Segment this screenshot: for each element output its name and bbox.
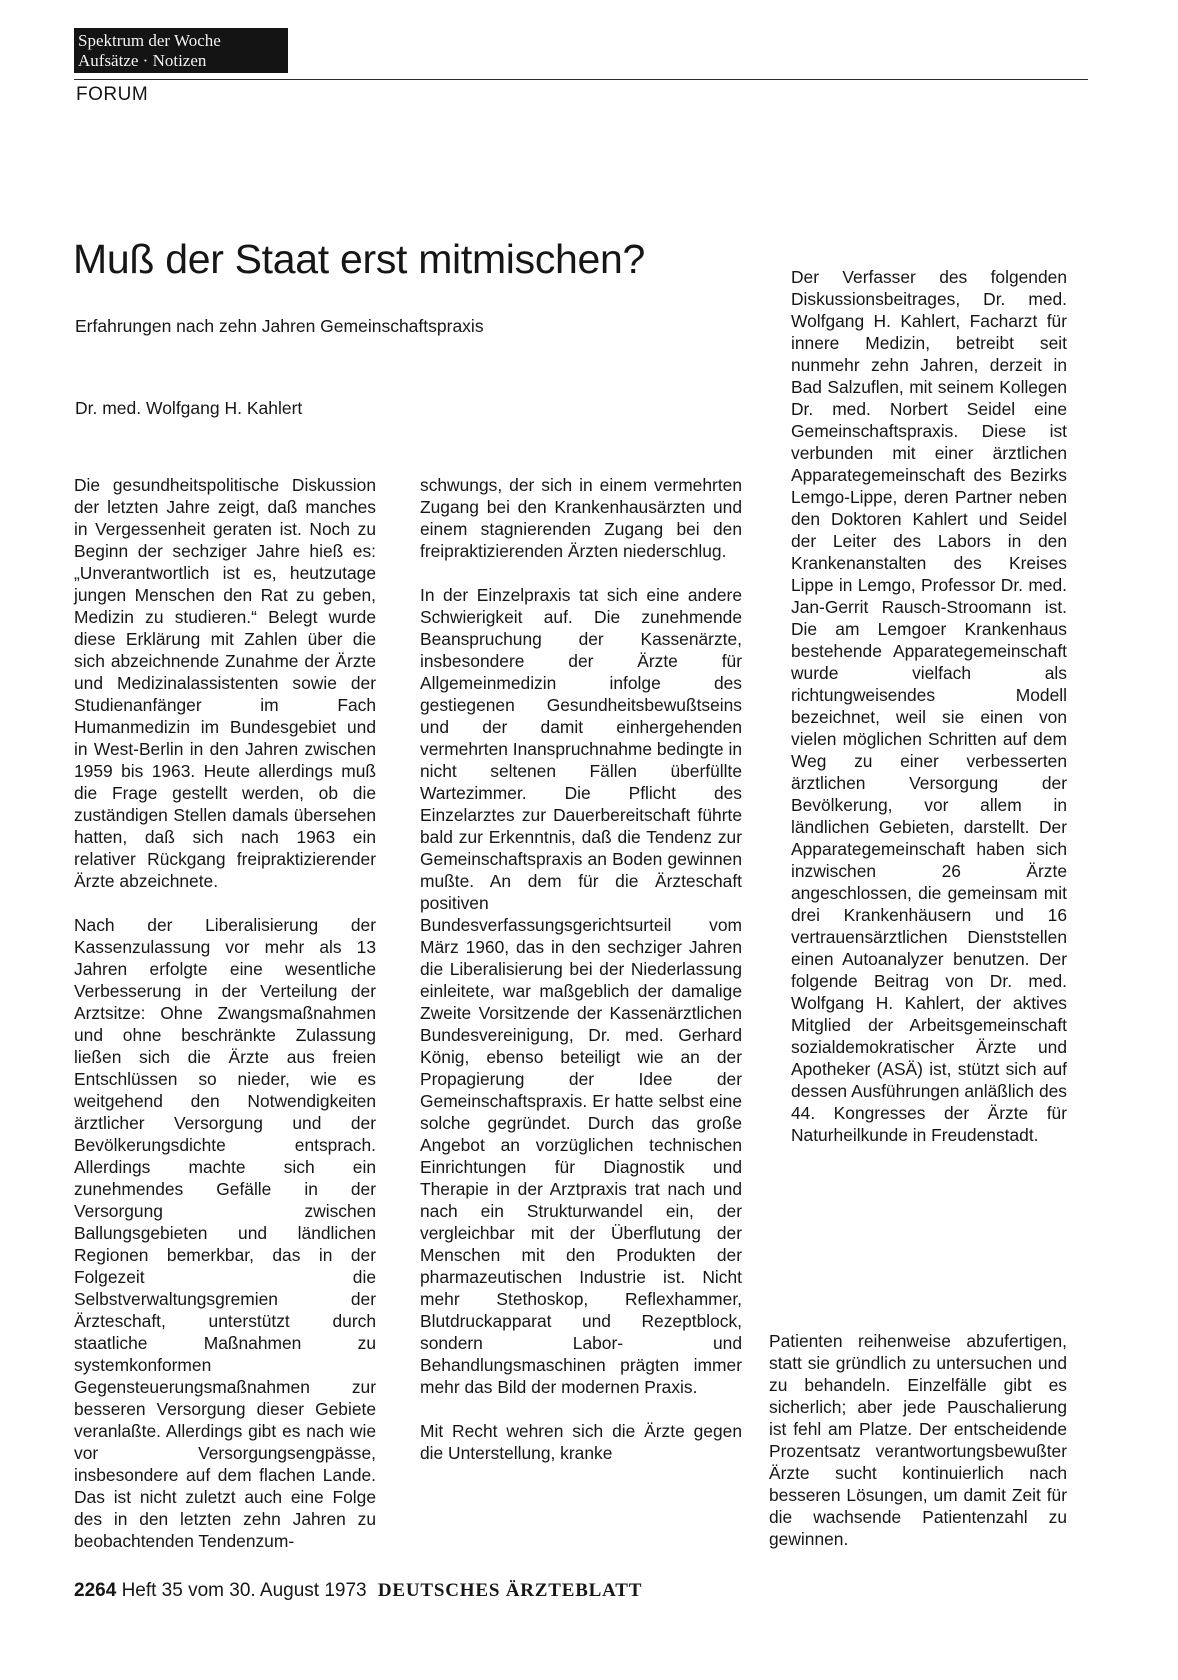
column-1 (74, 474, 376, 1552)
rubric: FORUM (76, 84, 149, 105)
paragraph: Nach der Liberalisierung der Kassenzulassung vor mehr als 13 Jahren erfolgte eine wesentliche Verbesserung in der Verteilung der Arztsitze: Ohne Zwangsmaßnahmen und ohne beschränkte Zulassung ließen sich die Ärzte aus freien Entschlüssen so nieder, wie es weitgehend den Notwendigkeiten ärztlicher Versorgung und der Bevölkerungsdichte entsprach. Allerdings machte sich ein zunehmendes Gefälle in der Versorgung zwischen Ballungsgebieten und ländlichen Regionen bemerkbar, das in der Folgezeit die Selbstverwaltungsgremien der Ärzteschaft, unterstützt durch staatliche Maßnahmen zu systemkonformen Gegensteuerungsmaßnahmen zur besseren Versorgung dieser Gebiete veranlaßte. Allerdings gibt es nach wie vor Versorgungsengpässe, insbesondere auf dem flachen Lande. Das ist nicht zuletzt auch eine Folge des in den letzten zehn Jahren zu beobachtenden Tendenzum- (74, 915, 376, 1551)
page-number: 2264 (74, 1580, 117, 1601)
paragraph: Patienten reihenweise abzufertigen, statt sie gründlich zu untersuchen und zu behandeln. Einzelfälle gibt es sicherlich; aber jede Pauschalierung ist fehl am Platze. Der entscheidende Prozentsatz verantwortungsbewußter Ärzte sucht kontinuierlich nach besseren Lösungen, um damit Zeit für die wachsende Patientenzahl zu gewinnen. (769, 1331, 1067, 1549)
paragraph: schwungs, der sich in einem vermehrten Zugang bei den Krankenhausärzten und einem stagnierenden Zugang bei den freipraktizierenden Ärzten niederschlug. (420, 475, 742, 561)
section-label-line1: Spektrum der Woche (78, 31, 221, 50)
page-footer (74, 1580, 642, 1602)
column-3 (769, 1330, 1067, 1550)
section-label-line2: Aufsätze · Notizen (78, 51, 207, 70)
author-intro-box (791, 266, 1067, 1146)
article-subtitle: Erfahrungen nach zehn Jahren Gemeinschaftspraxis (75, 316, 484, 336)
intro-text: Der Verfasser des folgenden Diskussionsbeitrages, Dr. med. Wolfgang H. Kahlert, Facharzt für innere Medizin, betreibt seit nunmehr zehn Jahren, derzeit in Bad Salzuflen, mit seinem Kollegen Dr. med. Norbert Seidel eine Gemeinschaftspraxis. Diese ist verbunden mit einer ärztlichen Apparategemeinschaft des Bezirks Lemgo-Lippe, deren Partner neben den Doktoren Kahlert und Seidel der Leiter des Labors in den Krankenanstalten des Kreises Lippe in Lemgo, Professor Dr. med. Jan-Gerrit Rausch-Stroomann ist. Die am Lemgoer Krankenhaus bestehende Apparategemeinschaft wurde vielfach als richtungweisendes Modell bezeichnet, weil sie einen von vielen möglichen Schritten auf dem Weg zu einer verbesserten ärztlichen Versorgung der Bevölkerung, vor allem in ländlichen Gebieten, darstellt. Der Apparategemeinschaft haben sich inzwischen 26 Ärzte angeschlossen, die gemeinsam mit drei Krankenhäusern und 16 vertrauensärztlichen Dienststellen einen Autoanalyzer benutzen. Der folgende Beitrag von Dr. med. Wolfgang H. Kahlert, der aktives Mitglied der Arbeitsgemeinschaft sozialdemokratischer Ärzte und Apotheker (ASÄ) ist, stützt sich auf dessen Ausführungen anläßlich des 44. Kongresses der Ärzte für Naturheilkunde in Freudenstadt. (791, 267, 1067, 1145)
section-label (74, 28, 288, 73)
journal-name: DEUTSCHES ÄRZTEBLATT (377, 1580, 643, 1601)
paragraph: Die gesundheitspolitische Diskussion der letzten Jahre zeigt, daß manches in Vergessenheit geraten ist. Noch zu Beginn der sechziger Jahre hieß es: „Unverantwortlich ist es, heutzutage jungen Menschen den Rat zu geben, Medizin zu studieren.“ Belegt wurde diese Erklärung mit Zahlen über die sich abzeichnende Zunahme der Ärzte und Medizinalassistenten sowie der Studienanfänger im Fach Humanmedizin im Bundesgebiet und in West-Berlin in den Jahren zwischen 1959 bis 1963. Heute allerdings muß die Frage gestellt werden, ob die zuständigen Stellen damals übersehen hatten, daß sich nach 1963 ein relativer Rückgang freipraktizierender Ärzte abzeichnete. (74, 475, 376, 891)
paragraph: In der Einzelpraxis tat sich eine andere Schwierigkeit auf. Die zunehmende Beanspruchung der Kassenärzte, insbesondere der Ärzte für Allgemeinmedizin infolge des gestiegenen Gesundheitsbewußtseins und der damit einhergehenden vermehrten Inanspruchnahme bedingte in nicht seltenen Fällen überfüllte Wartezimmer. Die Pflicht des Einzelarztes zur Dauerbereitschaft führte bald zur Erkenntnis, daß die Tendenz zur Gemeinschaftspraxis an Boden gewinnen mußte. An dem für die Ärzteschaft positiven Bundesverfassungsgerichtsurteil vom März 1960, das in den sechziger Jahren die Liberalisierung bei der Niederlassung einleitete, war maßgeblich der damalige Zweite Vorsitzende der Kassenärztlichen Bundesvereinigung, Dr. med. Gerhard König, ebenso beteiligt wie an der Propagierung der Idee der Gemeinschaftspraxis. Er hatte selbst eine solche gegründet. Durch das große Angebot an vorzüglichen technischen Einrichtungen für Diagnostik und Therapie in der Arztpraxis trat nach und nach ein Strukturwandel ein, der vergleichbar mit der Überflutung der Menschen mit den Produkten der pharmazeutischen Industrie ist. Nicht mehr Stethoskop, Reflexhammer, Blutdruckapparat und Rezeptblock, sondern Labor- und Behandlungsmaschinen prägten immer mehr das Bild der modernen Praxis. (420, 585, 742, 1397)
header-rule (74, 79, 1088, 80)
article-author: Dr. med. Wolfgang H. Kahlert (75, 398, 303, 418)
issue-info: Heft 35 vom 30. August 1973 (121, 1580, 367, 1601)
column-2 (420, 474, 742, 1464)
article-title: Muß der Staat erst mitmischen? (73, 236, 646, 282)
paragraph: Mit Recht wehren sich die Ärzte gegen die Unterstellung, kranke (420, 1421, 742, 1463)
